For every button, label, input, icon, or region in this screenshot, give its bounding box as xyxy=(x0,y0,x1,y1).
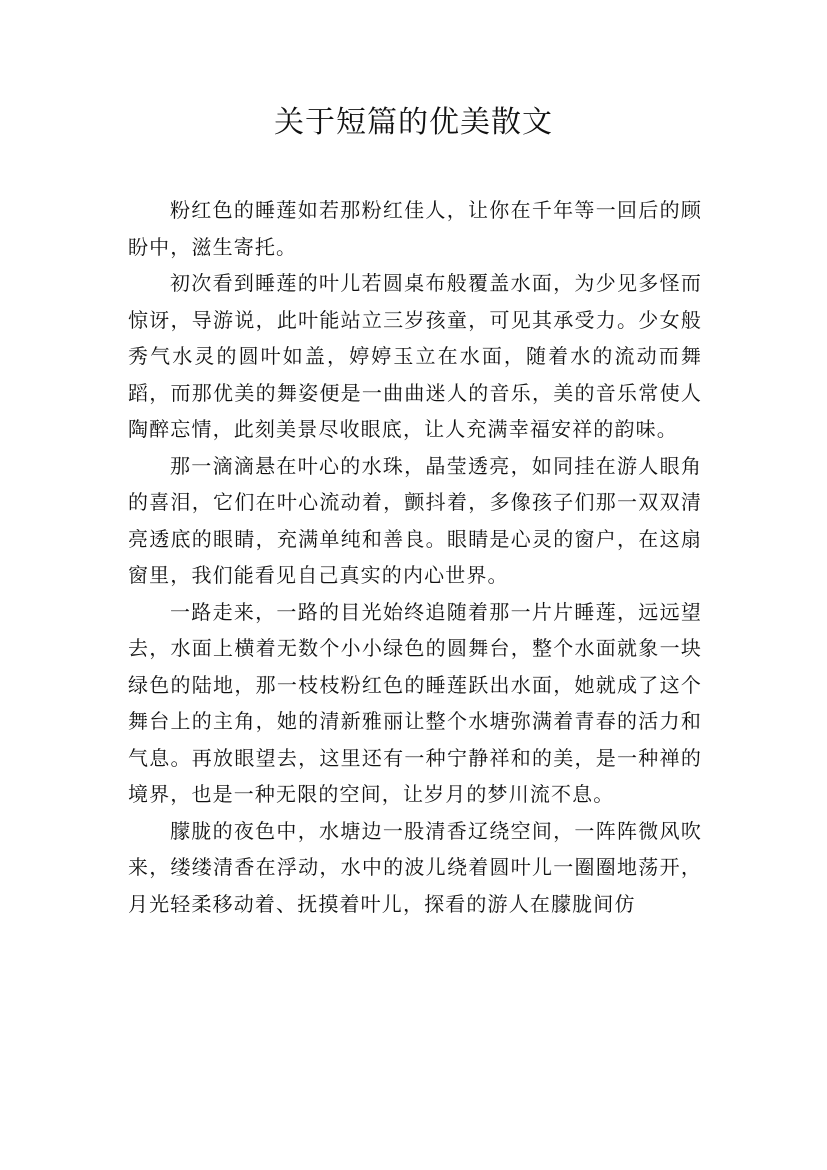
paragraph: 粉红色的睡莲如若那粉红佳人，让你在千年等一回后的顾盼中，滋生寄托。 xyxy=(128,198,702,259)
paragraph: 一路走来，一路的目光始终追随着那一片片睡莲，远远望去，水面上横着无数个小小绿色的圆舞台，整个水面就象一块绿色的陆地，那一枝枝粉红色的睡莲跃出水面，她就成了这个舞台上的主角，她的清新雅丽让整个水塘弥满着青春的活力和气息。再放眼望去，这里还有一种宁静祥和的美，是一种禅的境界，也是一种无限的空间，让岁月的梦川流不息。 xyxy=(128,599,702,806)
document-title: 关于短篇的优美散文 xyxy=(274,105,553,140)
paragraph: 朦胧的夜色中，水塘边一股清香辽绕空间，一阵阵微风吹来，缕缕清香在浮动，水中的波儿绕着圆叶儿一圈圈地荡开，月光轻柔移动着、抚摸着叶儿，探看的游人在朦胧间仿 xyxy=(128,818,702,916)
paragraph: 初次看到睡莲的叶儿若圆桌布般覆盖水面，为少见多怪而惊讶，导游说，此叶能站立三岁孩童，可见其承受力。少女般秀气水灵的圆叶如盖，婷婷玉立在水面，随着水的流动而舞蹈，而那优美的舞姿便是一曲曲迷人的音乐，美的音乐常使人陶醉忘情，此刻美景尽收眼底，让人充满幸福安祥的韵味。 xyxy=(128,271,702,441)
paragraph: 那一滴滴悬在叶心的水珠，晶莹透亮，如同挂在游人眼角的喜泪，它们在叶心流动着，颤抖着，多像孩子们那一双双清亮透底的眼睛，充满单纯和善良。眼睛是心灵的窗户，在这扇窗里，我们能看见自己真实的内心世界。 xyxy=(128,453,702,587)
document-body xyxy=(128,192,702,922)
